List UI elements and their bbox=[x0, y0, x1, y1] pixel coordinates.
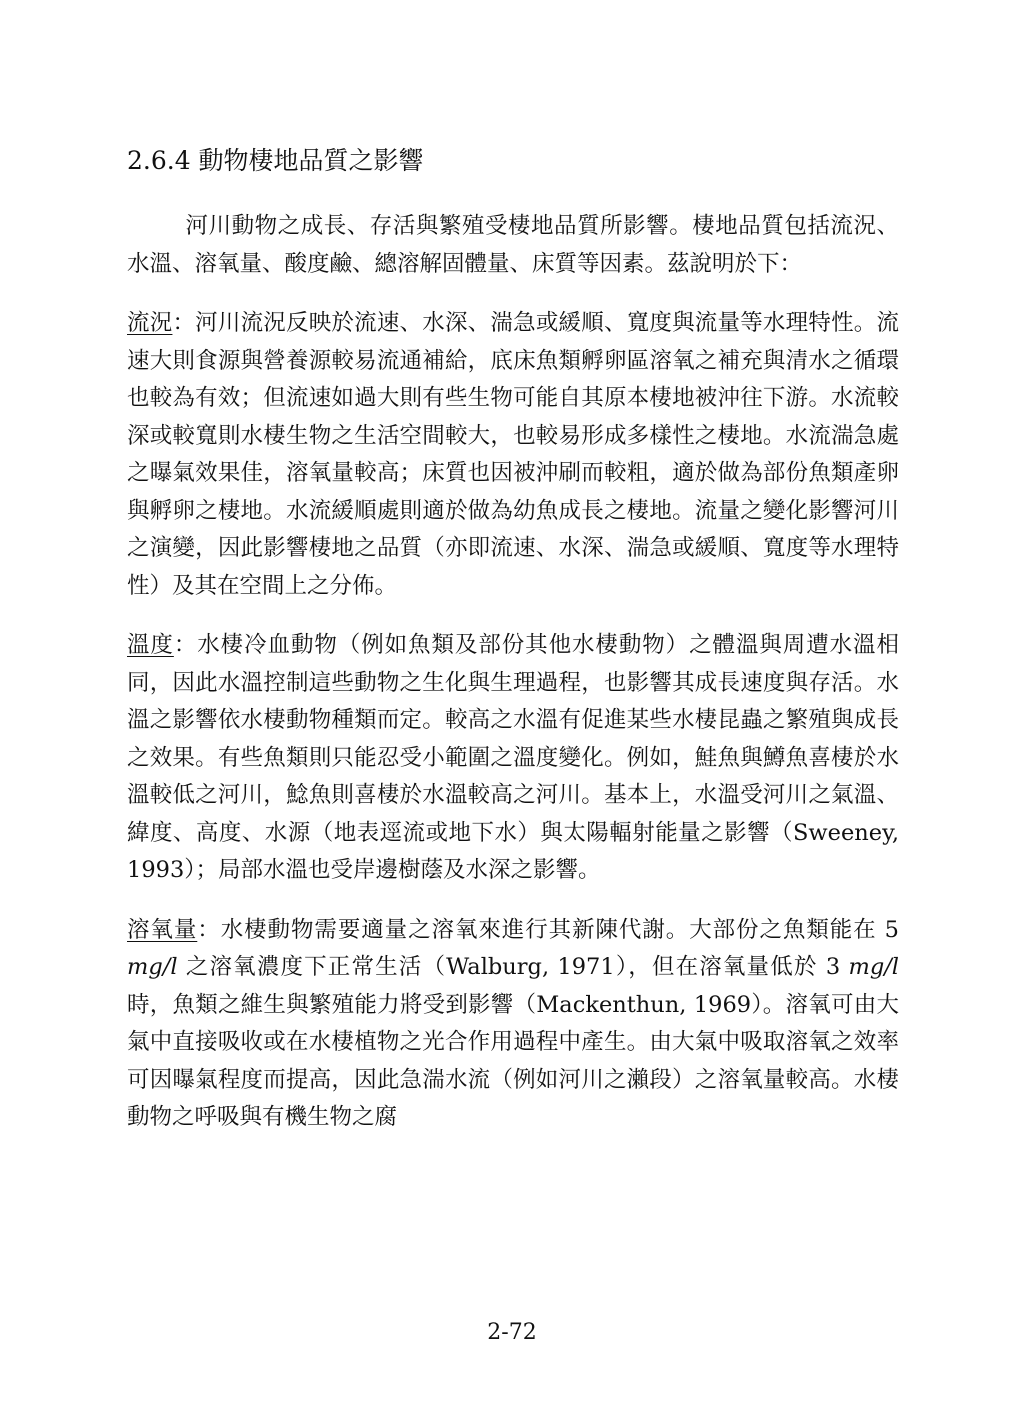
flow-term: 流況 bbox=[127, 310, 173, 336]
temperature-text: ：水棲冷血動物（例如魚類及部份其他水棲動物）之體溫與周遭水溫相同，因此水溫控制這些動物之生化與生理過程，也影響其成長速度與存活。水溫之影響依水棲動物種類而定。較高之水溫有促進某些水棲昆蟲之繁殖與成長之效果。有些魚類則只能忍受小範圍之溫度變化。例如，鮭魚與鱒魚喜棲於水溫較低之河川，鯰魚則喜棲於水溫較高之河川。基本上，水溫受河川之氣溫、緯度、高度、水源（地表逕流或地下水）與太陽輻射能量之影響（Sweeney, 1993）；局部水溫也受岸邊樹蔭及水深之影響。 bbox=[127, 632, 899, 883]
oxygen-unit-1: mg/l bbox=[127, 954, 178, 980]
oxygen-unit-2: mg/l bbox=[848, 954, 899, 980]
page-number: 2-72 bbox=[487, 1320, 537, 1345]
temperature-term: 溫度 bbox=[127, 632, 174, 658]
body-text bbox=[127, 208, 899, 1137]
intro-paragraph bbox=[127, 208, 899, 283]
oxygen-text-3: 時，魚類之維生與繁殖能力將受到影響（Mackenthun, 1969）。溶氧可由大氣中直接吸收或在水棲植物之光合作用過程中產生。由大氣中吸取溶氧之效率可因曝氣程度而提高，因此急湍水流（例如河川之瀨段）之溶氧量較高。水棲動物之呼吸與有機生物之腐 bbox=[127, 991, 899, 1130]
oxygen-paragraph bbox=[127, 912, 899, 1137]
oxygen-term: 溶氧量 bbox=[127, 916, 198, 943]
temperature-paragraph bbox=[127, 627, 899, 890]
section-title: 2.6.4 動物棲地品質之影響 bbox=[127, 146, 424, 175]
intro-text: 河川動物之成長、存活與繁殖受棲地品質所影響。棲地品質包括流況、水溫、溶氧量、酸度鹼、總溶解固體量、床質等因素。茲說明於下： bbox=[127, 213, 899, 277]
flow-paragraph bbox=[127, 305, 899, 605]
oxygen-text-2: 之溶氧濃度下正常生活（Walburg, 1971），但在溶氧量低於 3 bbox=[177, 954, 849, 980]
flow-text: ：河川流況反映於流速、水深、湍急或緩順、寬度與流量等水理特性。流速大則食源與營養源較易流通補給，底床魚類孵卵區溶氧之補充與清水之循環也較為有效；但流速如過大則有些生物可能自其原本棲地被沖往下游。水流較深或較寬則水棲生物之生活空間較大，也較易形成多樣性之棲地。水流湍急處之曝氣效果佳，溶氧量較高；床質也因被沖刷而較粗，適於做為部份魚類產卵與孵卵之棲地。水流緩順處則適於做為幼魚成長之棲地。流量之變化影響河川之演變，因此影響棲地之品質（亦即流速、水深、湍急或緩順、寬度等水理特性）及其在空間上之分佈。 bbox=[127, 310, 899, 599]
oxygen-text-1: ：水棲動物需要適量之溶氧來進行其新陳代謝。大部份之魚類能在 5 bbox=[197, 916, 899, 943]
